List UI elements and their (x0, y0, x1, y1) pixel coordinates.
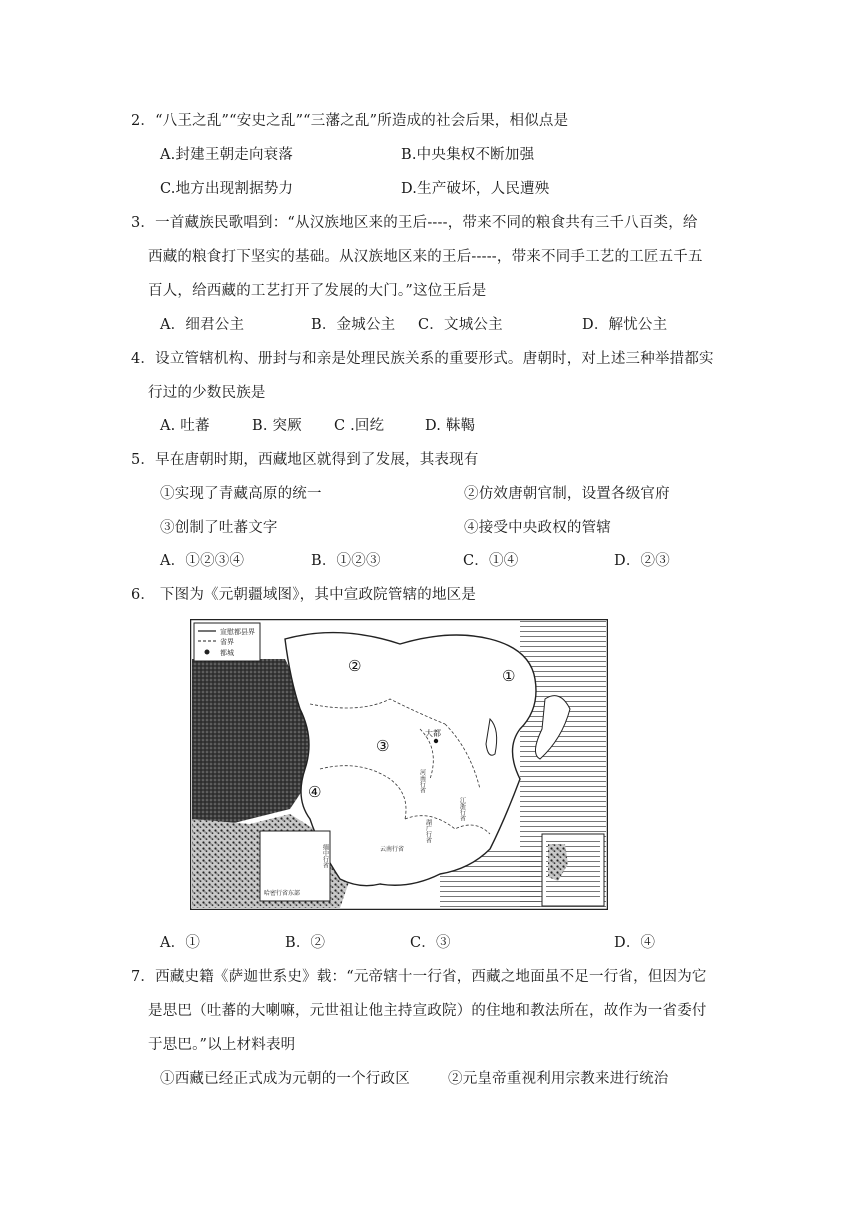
q4-option-b: B. 突厥 (252, 418, 302, 434)
q5-option-a: A．①②③④ (160, 553, 245, 569)
q4-line-2: 行过的少数民族是 (148, 385, 266, 401)
q2-option-c: C.地方出现割据势力 (160, 181, 294, 197)
q3-option-b: B．金城公主 (311, 317, 396, 333)
legend-label-capital: 都城 (220, 649, 234, 657)
q3-line-3: 百人，给西藏的工艺打开了发展的大门。”这位王后是 (148, 283, 487, 299)
q2-option-b: B.中央集权不断加强 (401, 147, 535, 163)
map-label-bottom: 哈密行省东部 (264, 890, 301, 897)
q5-statement-3: ③创制了吐蕃文字 (160, 520, 278, 536)
map-marker-1: ① (502, 667, 516, 685)
q6-option-d: D．④ (614, 935, 656, 951)
q7-line-2: 是思巴（吐蕃的大喇嘛，元世祖让他主持宣政院）的住地和教法所在，故作为一省委付 (148, 1003, 707, 1019)
q5-stem: 5．早在唐朝时期，西藏地区就得到了发展，其表现有 (131, 452, 479, 468)
q2-stem: 2．“八王之乱”“安史之乱”“三藩之乱”所造成的社会后果，相似点是 (131, 113, 569, 129)
map-marker-4: ④ (308, 783, 322, 801)
q7-statement-1: ①西藏已经正式成为元朝的一个行政区 (160, 1071, 410, 1087)
q7-line-1: 7．西藏史籍《萨迦世系史》载：“元帝辖十一行省，西藏之地面虽不足一行省，但因为它 (131, 969, 707, 985)
q3-option-d: D．解忧公主 (582, 317, 668, 333)
q5-option-d: D．②③ (614, 553, 670, 569)
q5-option-b: B．①②③ (311, 553, 381, 569)
q5-option-c: C．①④ (463, 553, 519, 569)
q2-option-d: D.生产破坏，人民遭殃 (401, 181, 550, 197)
q5-statement-4: ④接受中央政权的管辖 (464, 520, 611, 536)
legend-label-boundary: 宣慰都县界 (220, 628, 255, 636)
q3-line-1: 3．一首藏族民歌唱到：“从汉族地区来的王后----，带来不同的粮食共有三千八百类，给 (131, 215, 698, 231)
q3-line-2: 西藏的粮食打下坚实的基础。从汉族地区来的王后-----，带来不同手工艺的工匠五千五 (148, 249, 703, 265)
q2-option-a: A.封建王朝走向衰落 (160, 147, 294, 163)
q6-option-b: B．② (285, 935, 326, 951)
map-marker-2: ② (348, 657, 362, 675)
q4-option-a: A. 吐蕃 (160, 418, 210, 434)
q5-statement-2: ②仿效唐朝官制，设置各级官府 (464, 486, 670, 502)
map-label-jiangzhe: 江浙行省 (458, 797, 466, 821)
q6-option-c: C．③ (410, 935, 451, 951)
map-label-huguang: 湖广行省 (424, 819, 432, 843)
q4-line-1: 4．设立管辖机构、册封与和亲是处理民族关系的重要形式。唐朝时，对上述三种举措都实 (131, 351, 714, 367)
yuan-territory-map (190, 619, 608, 910)
map-label-dadu: 大都 (425, 729, 441, 738)
map-label-mianzhong: 缅中行省 (321, 844, 329, 868)
q4-option-c: C .回纥 (334, 418, 385, 434)
q3-option-c: C．文城公主 (418, 317, 503, 333)
map-label-henan: 河南行省 (418, 769, 426, 793)
q7-statement-2: ②元皇帝重视利用宗教来进行统治 (448, 1071, 669, 1087)
q4-option-d: D. 靺鞨 (425, 418, 476, 434)
q3-option-a: A．细君公主 (160, 317, 245, 333)
q7-line-3: 于思巴。”以上材料表明 (148, 1037, 296, 1053)
q6-option-a: A．① (160, 935, 201, 951)
legend-label-province: 省界 (220, 638, 234, 646)
q5-statement-1: ①实现了青藏高原的统一 (160, 486, 322, 502)
q6-stem: 6． 下图为《元朝疆域图》，其中宣政院管辖的地区是 (131, 587, 477, 603)
map-label-yunnan: 云南行省 (380, 846, 405, 853)
map-marker-3: ③ (376, 737, 390, 755)
